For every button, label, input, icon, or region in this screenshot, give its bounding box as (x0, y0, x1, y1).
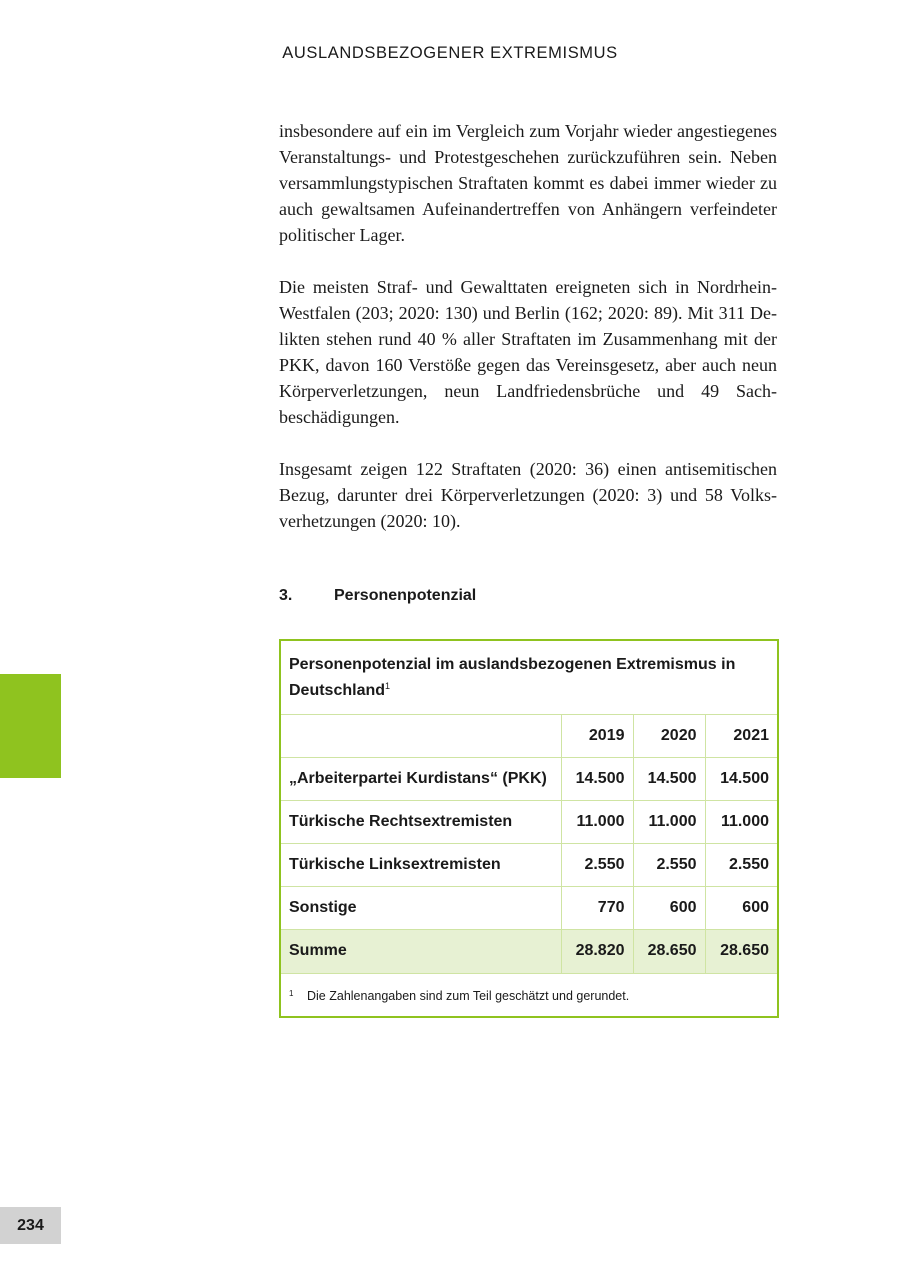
table-row (281, 758, 777, 801)
footnote-text: Die Zahlenangaben sind zum Teil geschätzt und gerundet. (307, 988, 630, 1003)
value-cell: 14.500 (633, 758, 705, 801)
row-label: „Arbeiterpartei Kurdistans“ (PKK) (281, 758, 561, 801)
row-label: Sonstige (281, 887, 561, 930)
year-header: 2019 (561, 715, 633, 758)
value-cell: 11.000 (633, 801, 705, 844)
table-title-footnote-mark: 1 (385, 681, 391, 691)
value-cell: 14.500 (561, 758, 633, 801)
header-blank-cell (281, 715, 561, 758)
value-cell: 600 (633, 887, 705, 930)
row-label: Türkische Rechtsextremisten (281, 801, 561, 844)
year-header: 2020 (633, 715, 705, 758)
table-row (281, 844, 777, 887)
table-title-text: Personenpotenzial im auslandsbezogenen Extremismus in Deutschland (289, 656, 736, 699)
footnote-mark: 1 (289, 988, 294, 998)
value-cell: 2.550 (705, 844, 777, 887)
row-label: Türkische Linksextremisten (281, 844, 561, 887)
value-cell: 2.550 (633, 844, 705, 887)
paragraph: insbesondere auf ein im Vergleich zum Vorjahr wieder angestiegenes Veranstaltungs- und Protestgeschehen zurückzuführen sein. Neben versammlungstypischen Straftaten kommt es dabei immer wieder zu auch gewaltsamen Aufeinandertreffen von Anhängern verfeindeter politischer Lager. (279, 121, 777, 245)
sum-row (281, 930, 777, 973)
section-title: Personenpotenzial (334, 587, 477, 604)
running-head: AUSLANDSBEZOGENER EXTREMISMUS (282, 44, 618, 62)
table-header-row (281, 715, 777, 758)
paragraph: Die meisten Straf- und Gewalttaten ereigneten sich in Nordrhein-Westfalen (203; 2020: 130) und Berlin (162; 2020: 89). Mit 311 Delikten stehen rund 40 % aller Straftaten im Zusammenhang mit der PKK, davon 160 Verstöße gegen das Vereinsgesetz, aber auch neun Körperverletzungen, neun Landfriedensbrüche und 49 Sachbeschädigungen. (279, 277, 777, 427)
year-header: 2021 (705, 715, 777, 758)
value-cell: 2.550 (561, 844, 633, 887)
table-row (281, 887, 777, 930)
table-title (281, 641, 777, 714)
value-cell: 14.500 (705, 758, 777, 801)
sum-label: Summe (281, 930, 561, 973)
data-table (281, 714, 777, 973)
paragraph: Insgesamt zeigen 122 Straftaten (2020: 36) einen antisemitischen Bezug, darunter drei Körperverletzungen (2020: 3) und 58 Volksverhetzungen (2020: 10). (279, 459, 777, 531)
sum-value-cell: 28.650 (633, 930, 705, 973)
value-cell: 600 (705, 887, 777, 930)
value-cell: 770 (561, 887, 633, 930)
table-row (281, 801, 777, 844)
chapter-side-tab (0, 674, 61, 778)
section-heading (279, 587, 476, 605)
value-cell: 11.000 (561, 801, 633, 844)
table-footnote (281, 973, 777, 1016)
body-text (279, 118, 777, 560)
sum-value-cell: 28.650 (705, 930, 777, 973)
page-number: 234 (0, 1207, 61, 1244)
personenpotenzial-table (279, 639, 779, 1018)
value-cell: 11.000 (705, 801, 777, 844)
sum-value-cell: 28.820 (561, 930, 633, 973)
section-number: 3. (279, 587, 293, 604)
